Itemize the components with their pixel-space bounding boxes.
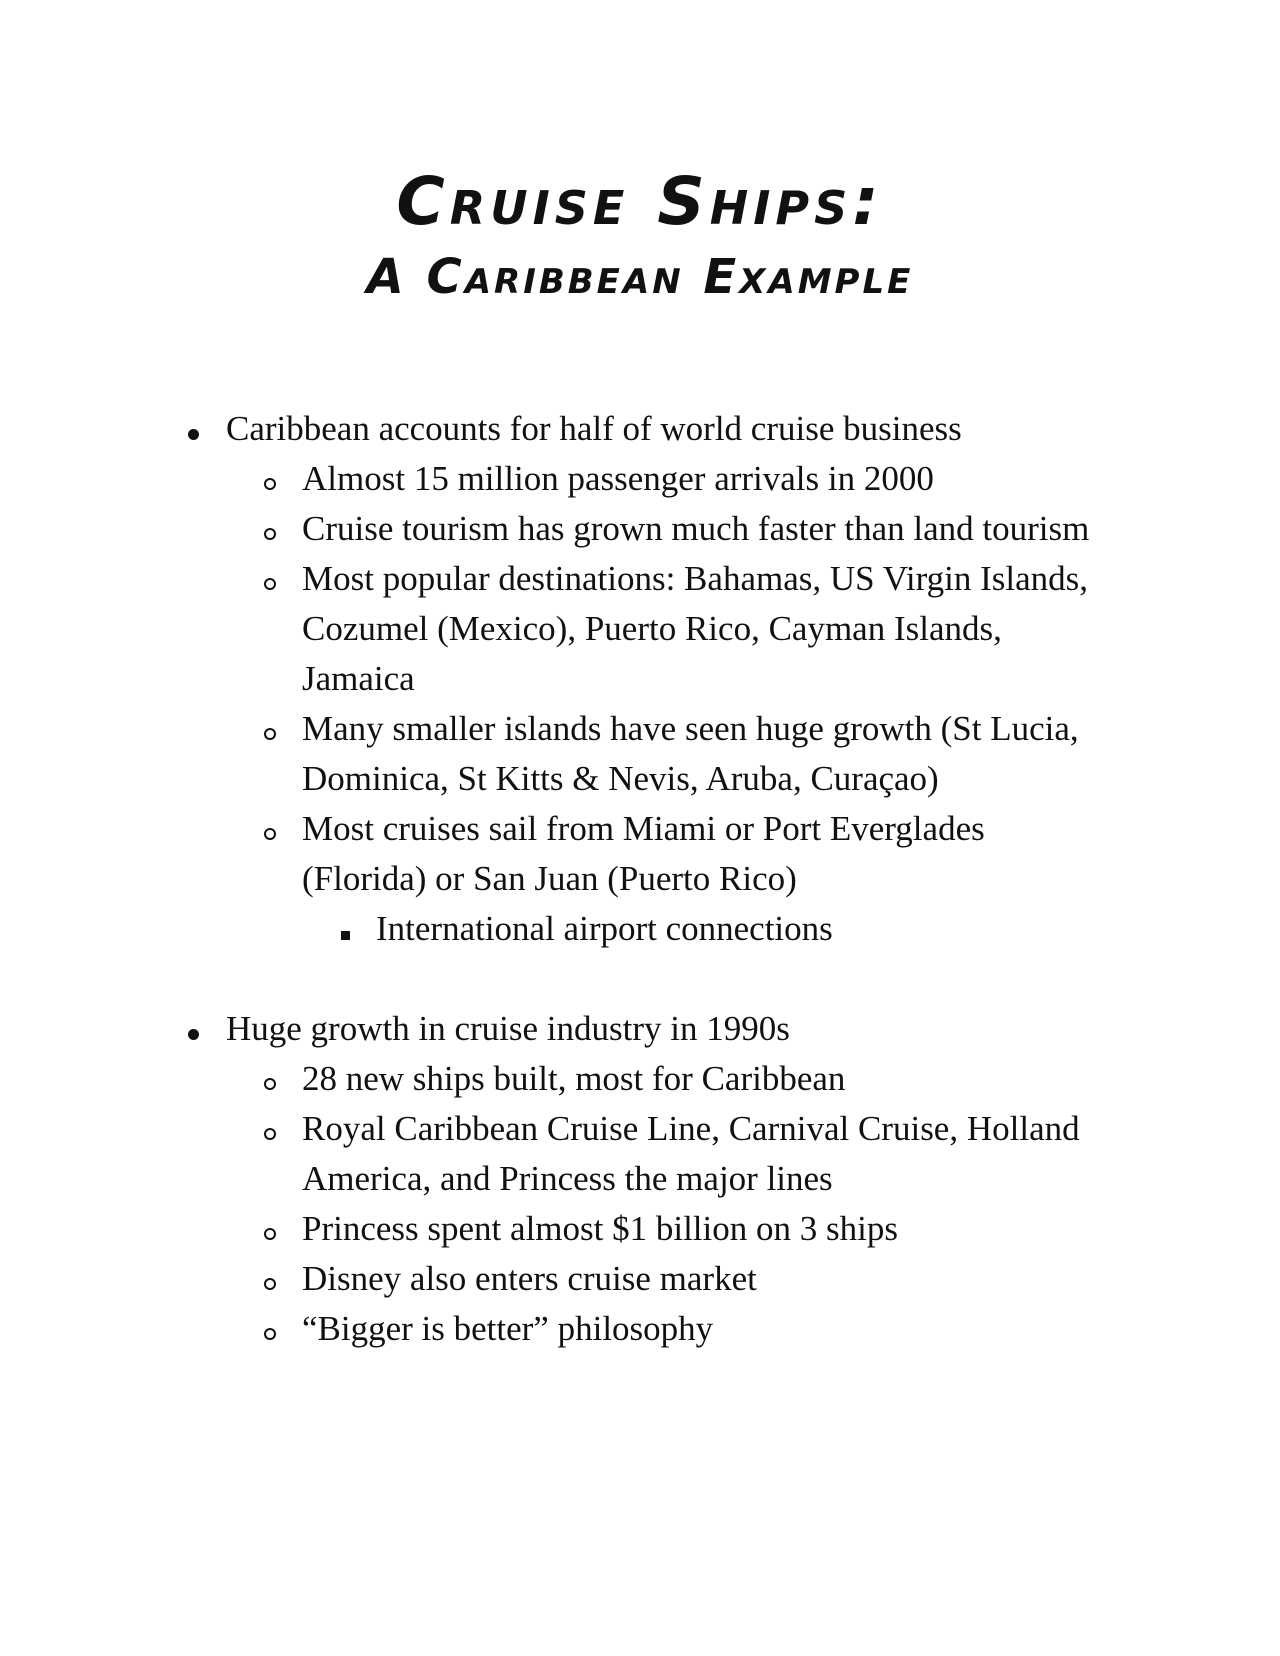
bullet-item — [0, 404, 1280, 454]
circle-bullet-icon — [264, 704, 276, 754]
square-bullet-icon — [341, 904, 350, 954]
sub-bullet-text: Most popular destinations: Bahamas, US Virgin Islands, Cozumel (Mexico), Puerto Rico, Cayman Islands, Jamaica — [302, 559, 1089, 698]
circle-bullet-icon — [264, 1204, 276, 1254]
section-1990s-growth — [0, 1004, 1280, 1354]
section-caribbean-share — [0, 404, 1280, 954]
sub-bullet-item — [0, 1054, 1102, 1104]
sub-bullet-item — [0, 454, 1102, 504]
sub-bullet-item — [0, 1204, 1102, 1254]
disc-bullet-icon — [188, 1004, 199, 1054]
sub-bullet-item — [0, 804, 1102, 904]
bullet-content — [0, 404, 1280, 1354]
sub-sub-bullet-item — [0, 904, 1280, 954]
sub-bullet-text: Almost 15 million passenger arrivals in 2000 — [302, 459, 934, 498]
sub-sub-bullet-text: International airport connections — [376, 909, 833, 948]
disc-bullet-icon — [188, 404, 199, 454]
page-title: Cruise Ships: — [396, 163, 884, 240]
bullet-text: Caribbean accounts for half of world cruise business — [226, 409, 962, 448]
sub-bullet-text: 28 new ships built, most for Caribbean — [302, 1059, 846, 1098]
sub-bullet-text: Disney also enters cruise market — [302, 1259, 757, 1298]
sub-bullet-item — [0, 504, 1102, 554]
title-block — [0, 162, 1280, 310]
page-subtitle: A Caribbean Example — [366, 249, 914, 305]
bullet-item — [0, 1004, 1280, 1054]
sub-bullet-text: Royal Caribbean Cruise Line, Carnival Cruise, Holland America, and Princess the major lines — [302, 1109, 1080, 1198]
sub-bullet-text: Princess spent almost $1 billion on 3 ships — [302, 1209, 898, 1248]
circle-bullet-icon — [264, 1054, 276, 1104]
circle-bullet-icon — [264, 1254, 276, 1304]
sub-bullet-text: “Bigger is better” philosophy — [302, 1309, 714, 1348]
sub-bullet-item — [0, 1104, 1102, 1204]
bullet-text: Huge growth in cruise industry in 1990s — [226, 1009, 790, 1048]
sub-bullet-item — [0, 1254, 1102, 1304]
sub-bullet-item — [0, 1304, 1102, 1354]
circle-bullet-icon — [264, 554, 276, 604]
sub-bullet-item — [0, 554, 1102, 704]
circle-bullet-icon — [264, 1304, 276, 1354]
circle-bullet-icon — [264, 454, 276, 504]
sub-bullet-item — [0, 704, 1102, 804]
sub-bullet-text: Most cruises sail from Miami or Port Everglades (Florida) or San Juan (Puerto Rico) — [302, 809, 985, 898]
circle-bullet-icon — [264, 504, 276, 554]
circle-bullet-icon — [264, 804, 276, 854]
sub-bullet-text: Cruise tourism has grown much faster than land tourism — [302, 509, 1090, 548]
sub-bullet-text: Many smaller islands have seen huge growth (St Lucia, Dominica, St Kitts & Nevis, Aruba, Curaçao) — [302, 709, 1079, 798]
circle-bullet-icon — [264, 1104, 276, 1154]
